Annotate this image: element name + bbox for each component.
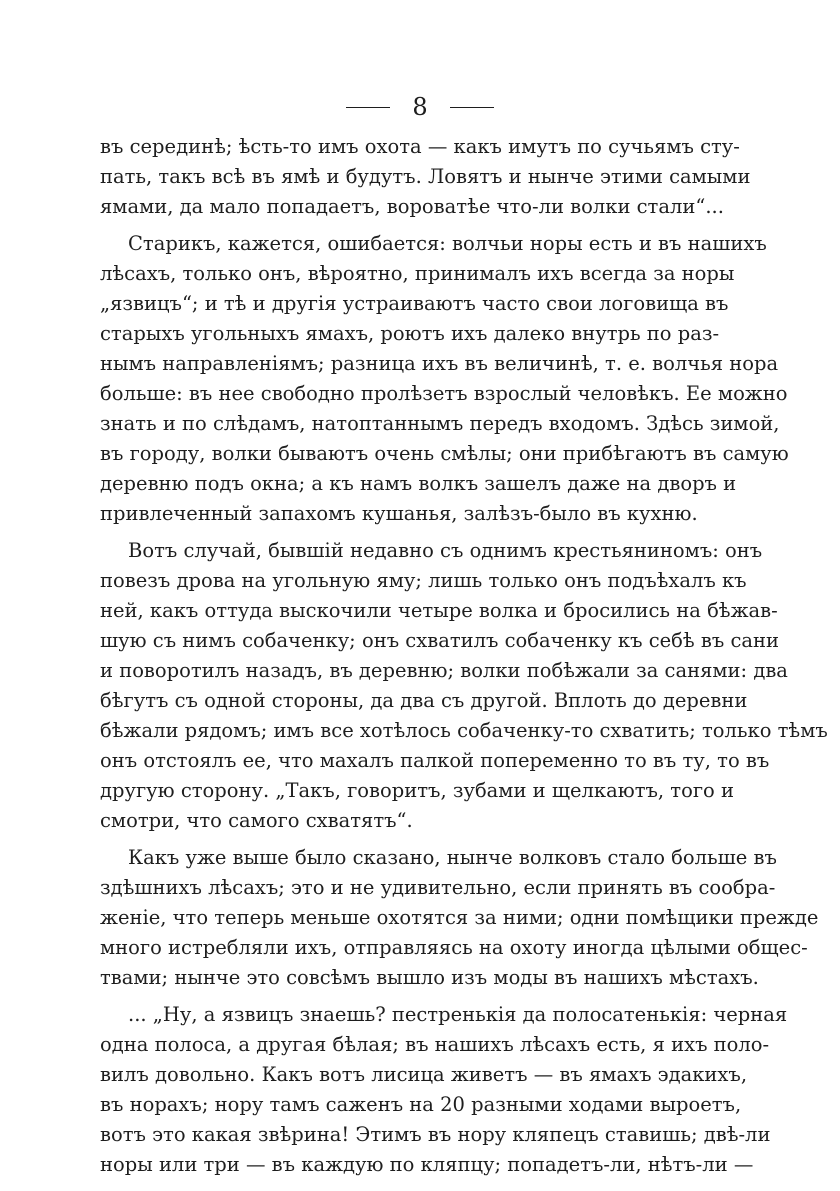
text-line: въ городу, волки бываютъ очень смѣлы; они прибѣгаютъ въ самую [100,442,789,465]
text-line: твами; нынче это совсѣмъ вышло изъ моды въ нашихъ мѣстахъ. [100,966,759,989]
paragraph-5 [100,1000,788,1180]
text-line: другую сторону. „Такъ, говоритъ, зубами и щелкаютъ, того и [100,779,734,802]
header-rule-left [346,107,390,108]
text-line: ней, какъ оттуда выскочили четыре волка и бросились на бѣжав- [100,599,778,622]
text-line: шую съ нимъ собаченку; онъ схватилъ собаченку къ себѣ въ сани [100,629,779,652]
text-line: пать, такъ всѣ въ ямѣ и будутъ. Ловятъ и нынче этими самыми [100,165,751,188]
text-line: здѣшнихъ лѣсахъ; это и не удивительно, если принять въ сообра- [100,876,776,899]
text-line: вотъ это какая звѣрина! Этимъ въ нору кляпецъ ставишь; двѣ-ли [100,1123,771,1146]
text-line: повезъ дрова на угольную яму; лишь только онъ подъѣхалъ къ [100,569,747,592]
text-line: женіе, что теперь меньше охотятся за ними; одни помѣщики прежде [100,906,819,929]
text-line: нымъ направленіямъ; разница ихъ въ величинѣ, т. е. волчья нора [100,352,779,375]
text-line: старыхъ угольныхъ ямахъ, роютъ ихъ далеко внутрь по раз- [100,322,720,345]
text-line: норы или три — въ каждую по кляпцу; попадетъ-ли, нѣтъ-ли — [100,1153,754,1176]
text-line: одна полоса, а другая бѣлая; въ нашихъ лѣсахъ есть, я ихъ поло- [100,1033,770,1056]
text-line: онъ отстоялъ ее, что махалъ палкой попеременно то въ ту, то въ [100,749,770,772]
text-line: деревню подъ окна; а къ намъ волкъ зашелъ даже на дворъ и [100,472,737,495]
text-line: смотри, что самого схватятъ“. [100,809,413,832]
text-line: больше: въ нее свободно пролѣзетъ взрослый человѣкъ. Ее можно [100,382,788,405]
text-line: ямами, да мало попадаетъ, вороватѣе что-ли волки стали“... [100,195,724,218]
text-line: „язвицъ“; и тѣ и другія устраиваютъ часто свои логовища въ [100,292,729,315]
text-line: Какъ уже выше было сказано, нынче волковъ стало больше въ [128,846,777,869]
text-line: знать и по слѣдамъ, натоптаннымъ передъ входомъ. Здѣсь зимой, [100,412,780,435]
text-line: въ норахъ; нору тамъ саженъ на 20 разными ходами выроетъ, [100,1093,742,1116]
text-line: много истребляли ихъ, отправляясь на охоту иногда цѣлыми общес- [100,936,808,959]
text-line: вилъ довольно. Какъ вотъ лисица живетъ — въ ямахъ эдакихъ, [100,1063,748,1086]
text-line: бѣгутъ съ одной стороны, да два съ другой. Вплоть до деревни [100,689,748,712]
text-line: лѣсахъ, только онъ, вѣроятно, принималъ ихъ всегда за норы [100,262,735,285]
text-line: Старикъ, кажется, ошибается: волчьи норы есть и въ нашихъ [128,232,767,255]
text-line: и поворотилъ назадъ, въ деревню; волки побѣжали за санями: два [100,659,788,682]
paragraph-4 [100,843,819,993]
paragraph-2 [100,229,789,529]
text-line: привлеченный запахомъ кушанья, залѣзъ-было въ кухню. [100,502,698,525]
page-header [0,92,840,122]
text-line: въ серединѣ; ѣсть-то имъ охота — какъ имутъ по сучьямъ сту- [100,135,740,158]
body-text [100,132,828,1180]
text-line: Вотъ случай, бывшій недавно съ однимъ крестьяниномъ: онъ [128,539,763,562]
paragraph-3 [100,536,828,836]
paragraph-1 [100,132,751,222]
text-line: бѣжали рядомъ; имъ все хотѣлось собаченку-то схватить; только тѣмъ [100,719,828,742]
header-rule-right [450,107,494,108]
text-line: ... „Ну, а язвицъ знаешь? пестренькія да полосатенькія: черная [128,1003,788,1026]
page-number: 8 [412,93,428,121]
